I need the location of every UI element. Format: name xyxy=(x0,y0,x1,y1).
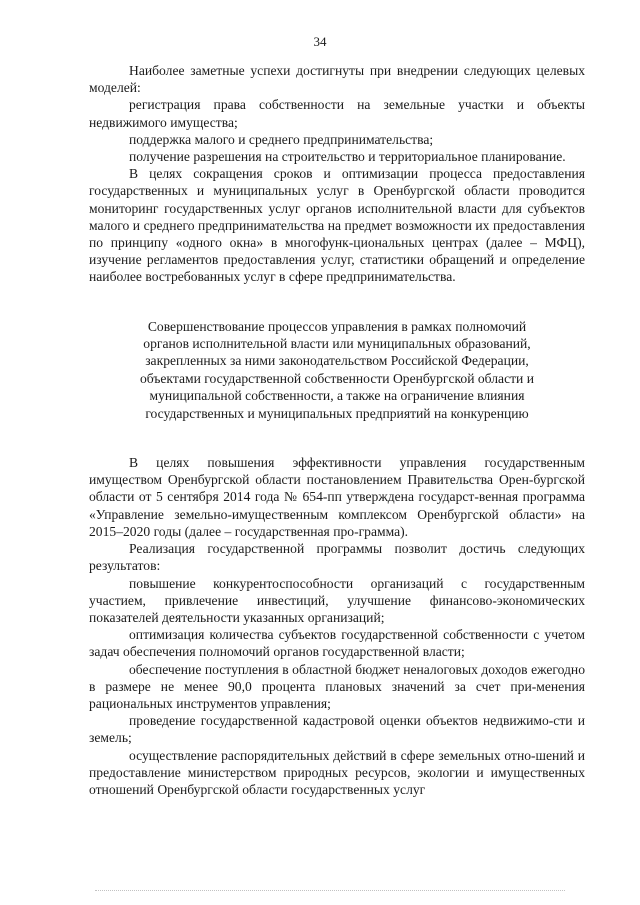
paragraph-program-results: Реализация государственной программы позволит достичь следующих результатов: xyxy=(89,541,585,574)
document-body xyxy=(89,62,585,798)
section-heading-line: объектами государственной собственности Оренбургской области и xyxy=(139,370,534,386)
section-heading-line: органов исполнительной власти или муниципальных образований, xyxy=(143,336,531,352)
section-heading-line: Совершенствование процессов управления в рамках полномочий xyxy=(147,318,527,334)
paragraph-model-registration: регистрация права собственности на земельные участки и объекты недвижимого имущества; xyxy=(89,97,585,130)
paragraph-result-competitiveness: повышение конкурентоспособности организаций с государственным участием, привлечение инвестиций, улучшение финансово-экономических показателей деятельности указанных организаций; xyxy=(89,575,585,625)
page-number: 34 xyxy=(313,34,327,49)
section-heading-line: муниципальной собственности, а также на ограничение влияния xyxy=(149,388,525,404)
paragraph-model-construction-permit: получение разрешения на строительство и территориальное планирование. xyxy=(129,149,566,165)
paragraph-result-budget-revenue: обеспечение поступления в областной бюджет неналоговых доходов ежегодно в размере не менее 90,0 процента плановых значений за счет при-менения рациональных инструментов управления; xyxy=(89,661,585,711)
paragraph-result-optimization: оптимизация количества субъектов государственной собственности с учетом задач обеспечения полномочий органов государственной власти; xyxy=(89,627,585,660)
paragraph-mfc-monitoring: В целях сокращения сроков и оптимизации процесса предоставления государственных и муниципальных услуг в Оренбургской области проводится мониторинг государственных услуг органов исполнительной власти для субъектов малого и среднего предпринимательства на предмет возможности их предоставления по принципу «одного окна» в многофунк-циональных центрах (далее – МФЦ), изучение регламентов предоставления услуг, статистики обращений и определение наиболее востребованных услуг в сфере предпринимательства. xyxy=(89,166,585,285)
section-heading-line: государственных и муниципальных предприятий на конкуренцию xyxy=(145,405,529,421)
section-heading-line: закрепленных за ними законодательством Российской Федерации, xyxy=(145,353,529,369)
paragraph-state-program: В целях повышения эффективности управления государственным имуществом Оренбургской области постановлением Правительства Орен-бургской области от 5 сентября 2014 года № 654-пп утверждена государст-венная программа «Управление земельно-имущественным комплексом Оренбургской области» на 2015–2020 годы (далее – государственная про-грамма). xyxy=(89,455,585,539)
paragraph-intro: Наиболее заметные успехи достигнуты при внедрении следующих целевых моделей: xyxy=(89,63,585,96)
paragraph-model-sme-support: поддержка малого и среднего предпринимательства; xyxy=(129,131,434,147)
paragraph-result-cadastral-valuation: проведение государственной кадастровой оценки объектов недвижимо-сти и земель; xyxy=(89,713,585,746)
scan-edge-artifact xyxy=(95,890,565,892)
section-heading xyxy=(89,318,585,422)
paragraph-result-land-relations: осуществление распорядительных действий в сфере земельных отно-шений и предоставление министерством природных ресурсов, экологии и имущественных отношений Оренбургской области государственных услуг xyxy=(89,747,585,797)
